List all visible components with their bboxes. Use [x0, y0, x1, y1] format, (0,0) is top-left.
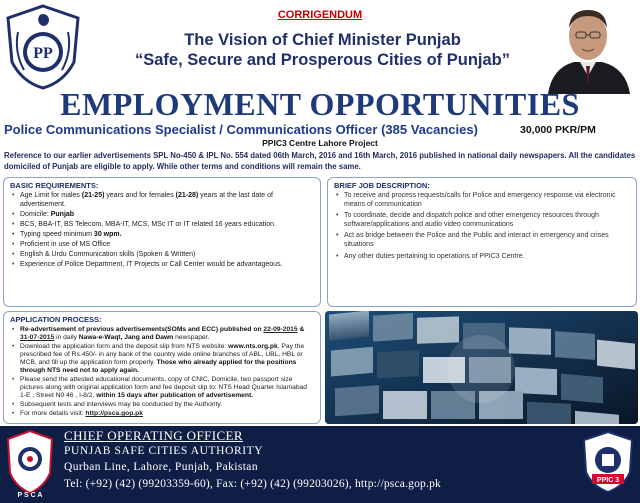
- punjab-police-logo-icon: [4, 4, 82, 90]
- job-description-list: [328, 192, 636, 261]
- reference-paragraph: Reference to our earlier advertisements SPL No-450 & IPL No. 554 dated 06th March, 2016 and 16th March, 2016 published in national daily newspapers. All the candidates domiciled of Punjab are eligible to apply. While other terms and conditions will remain the same.: [4, 151, 636, 171]
- footer-authority-name: PUNJAB SAFE CITIES AUTHORITY: [64, 445, 264, 457]
- psca-logo-icon: [4, 429, 56, 499]
- list-item: • Any other duties pertaining to operations of PPIC3 Centre.: [336, 253, 630, 262]
- svg-text:P S C A: P S C A: [17, 492, 43, 499]
- application-process-list: [4, 326, 320, 418]
- ppic3-logo-icon: [580, 430, 636, 498]
- list-item: • Act as bridge between the Police and the Public and interact in emergency and crises situations: [336, 232, 630, 249]
- footer-address: Qurban Line, Lahore, Punjab, Pakistan: [64, 461, 258, 473]
- list-item: • For more details visit: http://psca.gop.pk: [12, 410, 314, 418]
- list-item: • To coordinate, decide and dispatch police and other emergency resources through software/applications and audio video communications: [336, 212, 630, 229]
- list-item: • Download the application form and the deposit slip from NTS website: www.nts.org.pk. Pay the prescribed fee of Rs.450/- in any bank of the country wide online branches of ABL, UBL, HBL or MCB, and fill up the application form properly. Those who already applied for the positions through NTS need not to apply again.: [12, 343, 314, 375]
- list-item: • Proficient in use of MS Office: [12, 241, 314, 250]
- svg-text:PPIC 3: PPIC 3: [596, 477, 620, 484]
- page-title: EMPLOYMENT OPPORTUNITIES: [60, 86, 580, 122]
- vision-slogan: “Safe, Secure and Prosperous Cities of Punjab”: [134, 51, 510, 69]
- list-item: • Please send the attested educational documents, copy of CNIC, Domicile, two passport size pictures along with original application form and fee deposit slip to: NTS Head Quarter Islamabad 1-E , Street N0 46 , I-8/2, within 15 days after publication of advertisement.: [12, 376, 314, 400]
- application-process-heading: APPLICATION PROCESS:: [10, 315, 102, 324]
- footer-contact: Tel: (+92) (42) (99203359-60), Fax: (+92) (42) (99203026), http://psca.gop.pk: [64, 478, 441, 490]
- job-description-box: [327, 177, 637, 307]
- footer-officer-title: CHIEF OPERATING OFFICER: [64, 428, 243, 443]
- list-item: • Domicile: Punjab: [12, 211, 314, 220]
- svg-text:PP: PP: [33, 45, 53, 62]
- list-item: • BCS, BBA-IT, BS Telecom, MBA-IT, MCS, MSc IT or IT related 16 years education.: [12, 221, 314, 230]
- psca-website-link[interactable]: http://psca.gop.pk: [85, 410, 143, 417]
- list-item: • Age Limit for males (21-25) years and for females (21-28) years at the last date of advertisement.: [12, 192, 314, 209]
- list-item: • To receive and process requests/calls for Police and emergency response via electronic means of communication: [336, 192, 630, 209]
- position-title: Police Communications Specialist / Communications Officer (385 Vacancies): [4, 122, 478, 137]
- basic-requirements-heading: BASIC REQUIREMENTS:: [10, 181, 99, 190]
- list-item: • Re-advertisement of previous advertisements(SOMs and ECC) published on 22-09-2015 & 31-07-2015 in daily Nawa-e-Waqt, Jang and Dawn newspaper.: [12, 326, 314, 342]
- application-process-box: [3, 311, 321, 424]
- corrigendum-label: CORRIGENDUM: [277, 9, 363, 21]
- chief-minister-portrait: [540, 2, 636, 94]
- salary-label: 30,000 PKR/PM: [520, 124, 596, 136]
- vision-heading: The Vision of Chief Minister Punjab: [184, 31, 461, 49]
- basic-requirements-list: [4, 192, 320, 270]
- list-item: • English & Urdu Communication skills (Spoken & Written): [12, 251, 314, 260]
- project-name: PPIC3 Centre Lahore Project: [262, 138, 378, 148]
- basic-requirements-box: [3, 177, 321, 307]
- job-description-heading: BRIEF JOB DESCRIPTION:: [334, 181, 430, 190]
- list-item: • Subsequent tests and interviews may be conducted by the Authority.: [12, 401, 314, 409]
- control-room-collage-image: [325, 311, 638, 424]
- nts-website-link[interactable]: www.nts.org.pk: [228, 343, 278, 350]
- list-item: • Typing speed minimum 30 wpm.: [12, 231, 314, 240]
- list-item: • Experience of Police Department, IT Projects or Call Center would be advantageous.: [12, 261, 314, 270]
